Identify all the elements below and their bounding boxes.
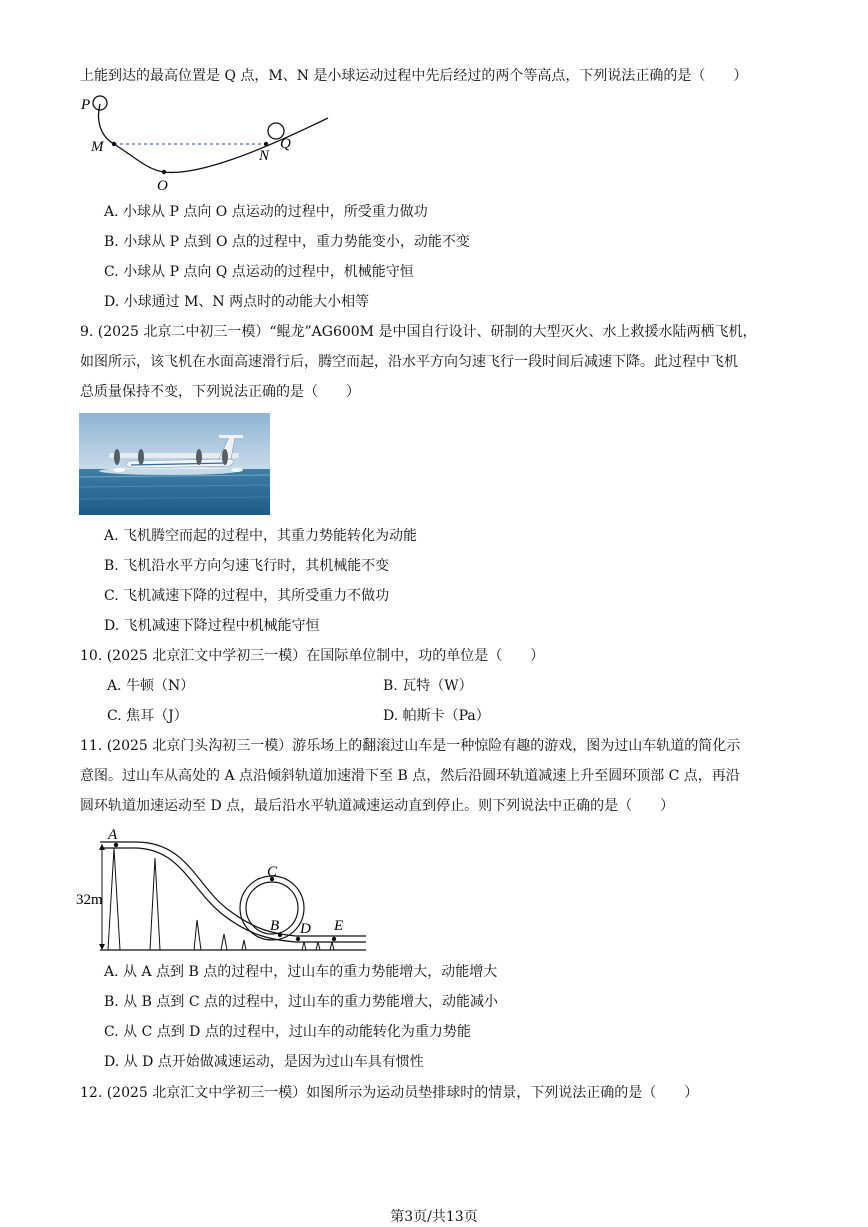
q9-stem-line-1: 9. (2025 北京二中初三一模）“鲲龙”AG600M 是中国自行设计、研制的大型灭火、水上救援水陆两栖飞机， [80,324,757,340]
label-q: Q [280,136,291,152]
seaplane-photo [79,413,270,515]
label-c: C [267,864,278,880]
q11-option-b: B. 从 B 点到 C 点的过程中，过山车的重力势能增大，动能减小 [104,994,498,1010]
q8-option-b: B. 小球从 P 点到 O 点的过程中，重力势能变小，动能不变 [104,234,470,250]
q9-stem-line-2: 如图所示，该飞机在水面高速滑行后，腾空而起，沿水平方向匀速飞行一段时间后减速下降。此过程中飞机 [80,354,738,370]
q8-option-c: C. 小球从 P 点向 Q 点运动的过程中，机械能守恒 [104,264,414,280]
label-n: N [259,148,270,164]
q11-stem-line-2: 意图。过山车从高处的 A 点沿倾斜轨道加速滑下至 B 点，然后沿圆环轨道减速上升至圆环顶部 C 点，再沿 [80,768,740,784]
q10-option-d: D. 帕斯卡（Pa） [383,708,490,724]
q11-option-a: A. 从 A 点到 B 点的过程中，过山车的重力势能增大，动能增大 [104,964,498,980]
q9-option-c: C. 飞机减速下降的过程中，其所受重力不做功 [104,588,390,604]
point-n [264,142,268,146]
label-m: M [91,139,104,155]
q12-stem: 12. (2025 北京汇文中学初三一模）如图所示为运动员垫排球时的情景，下列说法正确的是（ ） [80,1085,699,1101]
label-p: P [81,97,91,113]
point-e [332,937,336,941]
q11-option-c: C. 从 C 点到 D 点的过程中，过山车的动能转化为重力势能 [104,1024,471,1040]
q10-option-c: C. 焦耳（J） [107,708,188,724]
height-label: 32m [76,892,103,908]
track-inner-rail [100,848,366,942]
q11-option-d: D. 从 D 点开始做减速运动，是因为过山车具有惯性 [104,1054,424,1070]
q8-option-a: A. 小球从 P 点向 O 点运动的过程中，所受重力做功 [104,204,428,220]
roller-coaster-figure [76,824,368,954]
q10-option-a: A. 牛顿（N） [107,678,195,694]
label-b: B [270,918,280,934]
curved-track [99,104,328,172]
page-footer: 第3页/共13页 [390,1209,478,1225]
q9-option-b: B. 飞机沿水平方向匀速飞行时，其机械能不变 [104,558,390,574]
q11-stem-line-3: 圆环轨道加速运动至 D 点，最后沿水平轨道减速运动直到停止。则下列说法中正确的是（ ） [80,798,675,814]
q8-option-d: D. 小球通过 M、N 两点时的动能大小相等 [104,294,370,310]
point-a [114,843,118,847]
label-e: E [334,918,344,934]
q11-stem-line-1: 11. (2025 北京门头沟初三一模）游乐场上的翻滚过山车是一种惊险有趣的游戏，图为过山车轨道的简化示 [80,738,741,754]
ball-at-p [93,96,107,110]
label-o: O [157,178,168,194]
point-o [162,170,166,174]
q9-stem-line-3: 总质量保持不变，下列说法正确的是（ ） [80,384,360,400]
q8-track-figure [78,92,338,194]
q8-stem: 上能到达的最高位置是 Q 点，M、N 是小球运动过程中先后经过的两个等高点，下列说法正确的是（ ） [80,68,748,84]
q9-option-d: D. 飞机减速下降过程中机械能守恒 [104,618,320,634]
q10-option-b: B. 瓦特（W） [383,678,473,694]
label-a: A [108,827,118,843]
point-d [296,937,300,941]
q9-option-a: A. 飞机腾空而起的过程中，其重力势能转化为动能 [104,528,418,544]
label-d: D [300,921,311,937]
point-m [112,142,116,146]
q10-stem: 10. (2025 北京汇文中学初三一模）在国际单位制中，功的单位是（ ） [80,648,545,664]
